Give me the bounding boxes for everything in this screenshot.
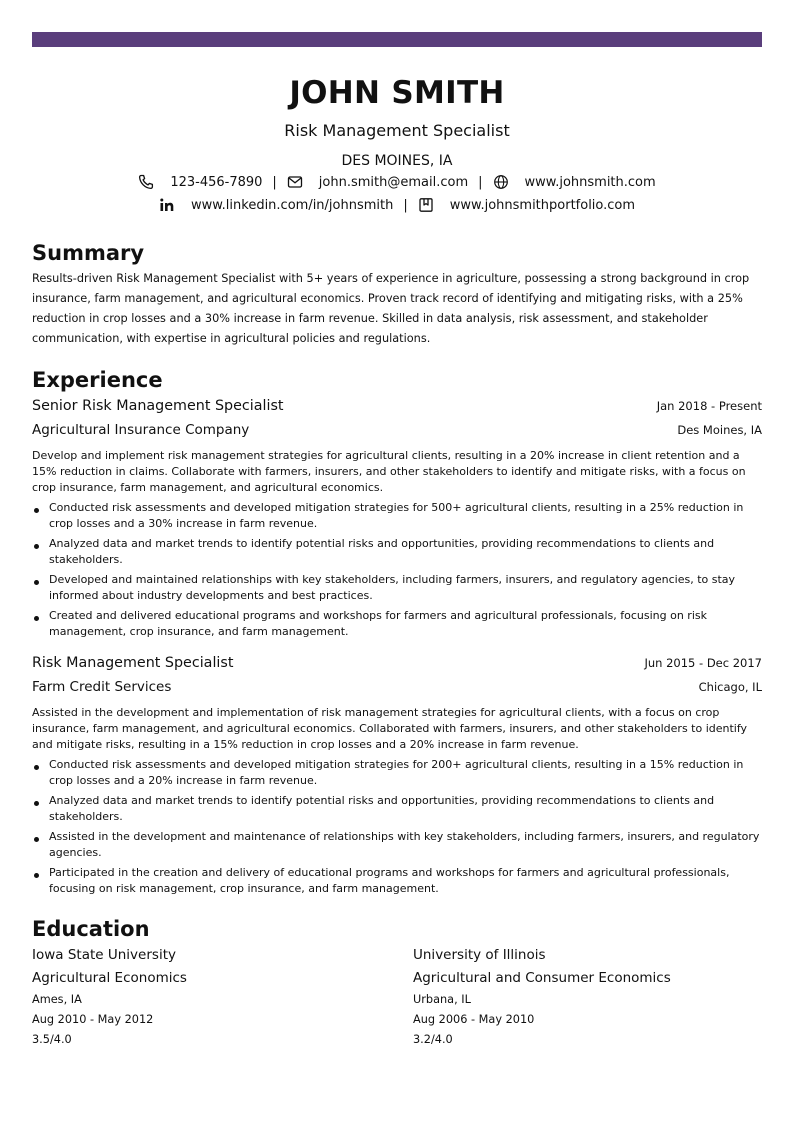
linkedin-icon bbox=[159, 197, 175, 213]
job-description: Develop and implement risk management strategies for agricultural clients, resulting in a 20% increase in client retention and a 15% reduction in claims. Collaborate with farmers, insurers, and other stakeholders to identify and mitigate risks, with a focus on crop insurance, farm management, and agricultural economics. bbox=[32, 449, 746, 494]
edu-location: Ames, IA bbox=[32, 993, 82, 1006]
candidate-location: DES MOINES, IA bbox=[341, 153, 453, 169]
education-entry bbox=[413, 946, 773, 1052]
edu-school: University of Illinois bbox=[413, 947, 546, 963]
job-company: Agricultural Insurance Company bbox=[32, 422, 250, 438]
list-item: Developed and maintained relationships with key stakeholders, including farmers, insurers, and regulatory agencies, to stay informed about industry developments and best practices. bbox=[32, 572, 762, 604]
edu-gpa: 3.5/4.0 bbox=[32, 1033, 72, 1046]
separator: | bbox=[403, 197, 408, 213]
summary-heading: Summary bbox=[32, 241, 145, 265]
list-item: Participated in the creation and delivery of educational programs and workshops for farmers and agricultural professionals, focusing on risk management, crop insurance, and farm management. bbox=[32, 865, 762, 897]
list-item: Analyzed data and market trends to identify potential risks and opportunities, providing recommendations to clients and stakeholders. bbox=[32, 793, 762, 825]
job-location: Chicago, IL bbox=[698, 680, 762, 694]
portfolio-icon bbox=[418, 197, 434, 213]
contact-row-primary bbox=[32, 174, 762, 190]
list-item: Created and delivered educational programs and workshops for farmers and agricultural professionals, focusing on risk management, crop insurance, and farm management. bbox=[32, 608, 762, 640]
candidate-name: JOHN SMITH bbox=[289, 75, 505, 111]
candidate-title: Risk Management Specialist bbox=[284, 121, 510, 140]
email-link[interactable]: john.smith@email.com bbox=[318, 174, 469, 190]
job-dates: Jan 2018 - Present bbox=[656, 399, 762, 413]
job-title: Senior Risk Management Specialist bbox=[32, 398, 284, 414]
list-item: Conducted risk assessments and developed mitigation strategies for 200+ agricultural clients, resulting in a 15% reduction in crop losses and a 20% increase in farm revenue. bbox=[32, 757, 762, 789]
job-company: Farm Credit Services bbox=[32, 679, 172, 695]
job-description: Assisted in the development and implementation of risk management strategies for agricultural clients, with a focus on crop insurance, farm management, and agricultural economics. Collaborated with farmers, insurers, and other stakeholders to identify and mitigate risks, resulting in a 15% reduction in crop losses and a 20% increase in farm revenue. bbox=[32, 706, 748, 751]
education-entry bbox=[32, 946, 392, 1052]
portfolio-link[interactable]: www.johnsmithportfolio.com bbox=[449, 197, 636, 213]
edu-school: Iowa State University bbox=[32, 947, 176, 963]
list-item: Analyzed data and market trends to identify potential risks and opportunities, providing recommendations to clients and stakeholders. bbox=[32, 536, 762, 568]
experience-heading: Experience bbox=[32, 368, 163, 392]
edu-dates: Aug 2006 - May 2010 bbox=[413, 1013, 535, 1026]
accent-bar bbox=[32, 32, 762, 47]
separator: | bbox=[478, 174, 483, 190]
job-location: Des Moines, IA bbox=[677, 423, 762, 437]
summary-text: Results-driven Risk Management Specialist with 5+ years of experience in agriculture, possessing a strong background in crop insurance, farm management, and agricultural economics. Proven track record of identifying and mitigating risks, with a 25% reduction in crop losses and a 30% increase in farm revenue. Skilled in data analysis, risk assessment, and stakeholder communication, with expertise in agricultural policies and regulations. bbox=[32, 272, 750, 345]
education-heading: Education bbox=[32, 917, 150, 941]
linkedin-link[interactable]: www.linkedin.com/in/johnsmith bbox=[190, 197, 394, 213]
job-dates: Jun 2015 - Dec 2017 bbox=[644, 656, 762, 670]
job-title: Risk Management Specialist bbox=[32, 655, 234, 671]
job-entry bbox=[32, 398, 762, 644]
contact-row-secondary bbox=[32, 197, 762, 213]
website-link[interactable]: www.johnsmith.com bbox=[524, 174, 656, 190]
email-icon bbox=[287, 174, 303, 190]
edu-location: Urbana, IL bbox=[413, 993, 471, 1006]
globe-icon bbox=[493, 174, 509, 190]
job-bullets bbox=[32, 757, 762, 897]
job-entry bbox=[32, 655, 762, 901]
edu-gpa: 3.2/4.0 bbox=[413, 1033, 453, 1046]
edu-degree: Agricultural and Consumer Economics bbox=[413, 970, 671, 986]
job-bullets bbox=[32, 500, 762, 640]
phone-number[interactable]: 123-456-7890 bbox=[170, 174, 263, 190]
list-item: Assisted in the development and maintenance of relationships with key stakeholders, including farmers, insurers, and regulatory agencies. bbox=[32, 829, 762, 861]
phone-icon bbox=[138, 174, 154, 190]
edu-degree: Agricultural Economics bbox=[32, 970, 187, 986]
list-item: Conducted risk assessments and developed mitigation strategies for 500+ agricultural clients, resulting in a 25% reduction in crop losses and a 30% increase in farm revenue. bbox=[32, 500, 762, 532]
separator: | bbox=[272, 174, 277, 190]
edu-dates: Aug 2010 - May 2012 bbox=[32, 1013, 154, 1026]
